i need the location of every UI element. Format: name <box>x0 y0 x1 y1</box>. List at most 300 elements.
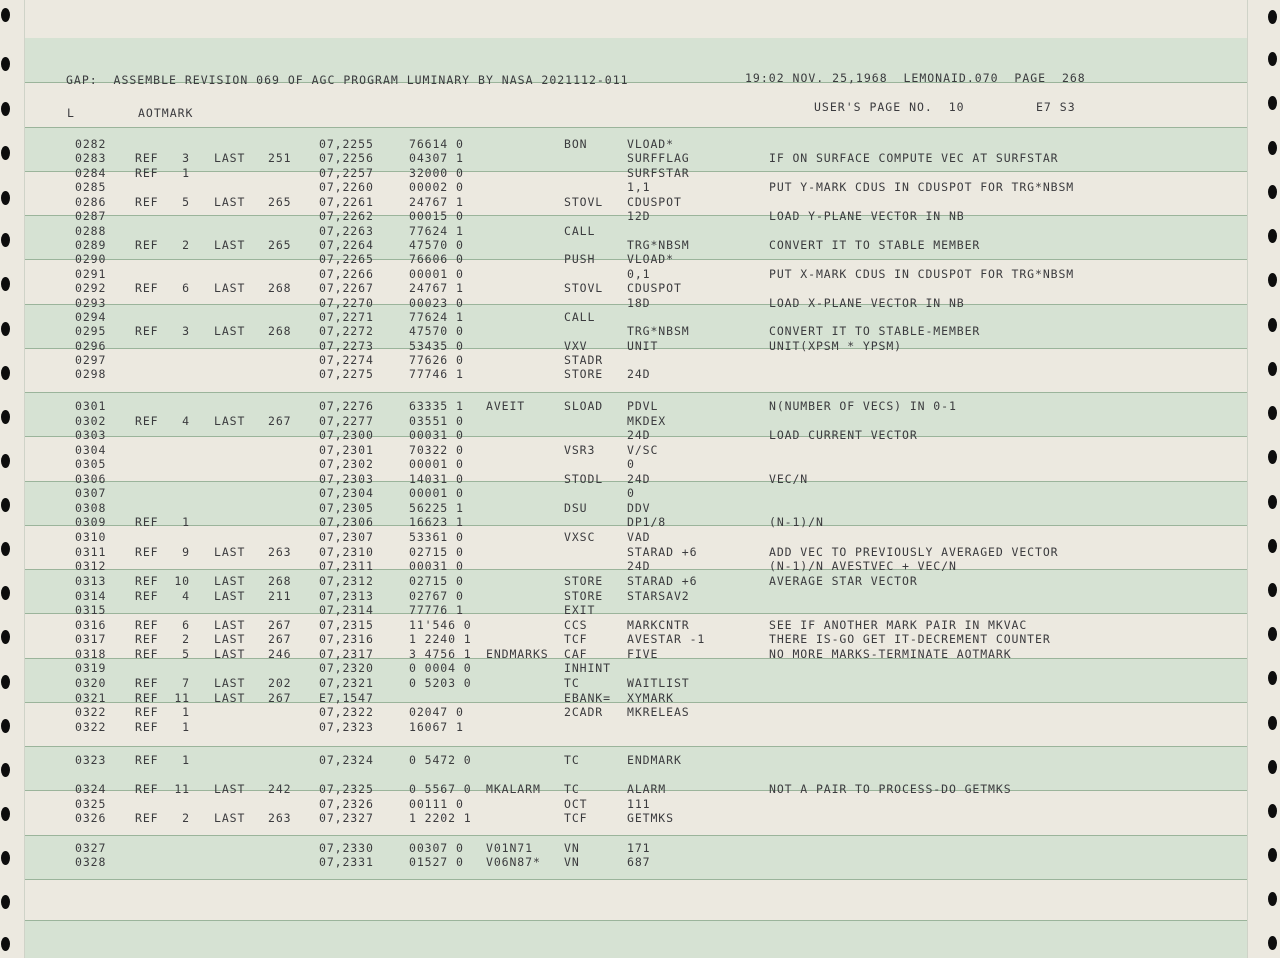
listing-date-page: 19:02 NOV. 25,1968 LEMONAID.070 PAGE 268 <box>745 71 1086 85</box>
opcode: VXSC <box>564 530 596 544</box>
address: 07,2324 <box>319 753 374 767</box>
line-number: 0286 <box>75 195 107 209</box>
bank-code: E7 S3 <box>1036 100 1076 114</box>
last-line: 268 <box>268 574 292 588</box>
last-marker: LAST <box>214 691 246 705</box>
sprocket-hole <box>1268 141 1277 155</box>
line-number: 0308 <box>75 501 107 515</box>
operand: 24D <box>627 367 651 381</box>
line-number: 0310 <box>75 530 107 544</box>
band-rule <box>25 879 1247 880</box>
address: 07,2306 <box>319 515 374 529</box>
ref-marker: REF <box>135 589 159 603</box>
octal-word: 00023 0 <box>409 296 464 310</box>
line-number: 0321 <box>75 691 107 705</box>
address: 07,2323 <box>319 720 374 734</box>
line-number: 0298 <box>75 367 107 381</box>
opcode: STOVL <box>564 281 604 295</box>
operand: UNIT <box>627 339 659 353</box>
last-line: 263 <box>268 545 292 559</box>
ref-marker: REF <box>135 691 159 705</box>
line-number: 0326 <box>75 811 107 825</box>
operand: CDUSPOT <box>627 195 682 209</box>
ref-count: 10 <box>174 574 190 588</box>
sprocket-hole <box>1268 936 1277 950</box>
last-marker: LAST <box>214 238 246 252</box>
last-marker: LAST <box>214 811 246 825</box>
octal-word: 04307 1 <box>409 151 464 165</box>
opcode: STORE <box>564 367 604 381</box>
line-number: 0315 <box>75 603 107 617</box>
comment: ADD VEC TO PREVIOUSLY AVERAGED VECTOR <box>769 545 1059 559</box>
operand: STARAD +6 <box>627 574 698 588</box>
comment: VEC/N <box>769 472 809 486</box>
comment: AVERAGE STAR VECTOR <box>769 574 918 588</box>
operand: FIVE <box>627 647 659 661</box>
line-number: 0325 <box>75 797 107 811</box>
octal-word: 00001 0 <box>409 457 464 471</box>
comment: LOAD Y-PLANE VECTOR IN NB <box>769 209 965 223</box>
octal-word: 00031 0 <box>409 559 464 573</box>
sprocket-hole <box>1268 627 1277 641</box>
ref-count: 6 <box>182 281 190 295</box>
operand: 24D <box>627 428 651 442</box>
line-number: 0287 <box>75 209 107 223</box>
comment: CONVERT IT TO STABLE MEMBER <box>769 238 981 252</box>
band-rule <box>25 392 1247 393</box>
ref-marker: REF <box>135 705 159 719</box>
ref-marker: REF <box>135 647 159 661</box>
sprocket-hole <box>1268 229 1277 243</box>
operand: 1,1 <box>627 180 651 194</box>
sprocket-hole <box>1 719 10 733</box>
opcode: VSR3 <box>564 443 596 457</box>
octal-word: 3 4756 1 <box>409 647 472 661</box>
address: 07,2304 <box>319 486 374 500</box>
octal-word: 63335 1 <box>409 399 464 413</box>
octal-word: 02715 0 <box>409 545 464 559</box>
address: 07,2310 <box>319 545 374 559</box>
sprocket-hole <box>1268 52 1277 66</box>
last-marker: LAST <box>214 195 246 209</box>
octal-word: 00031 0 <box>409 428 464 442</box>
address: 07,2276 <box>319 399 374 413</box>
address: 07,2256 <box>319 151 374 165</box>
address: 07,2307 <box>319 530 374 544</box>
operand: STARAD +6 <box>627 545 698 559</box>
opcode: DSU <box>564 501 588 515</box>
address: 07,2261 <box>319 195 374 209</box>
ref-count: 1 <box>182 166 190 180</box>
ref-count: 11 <box>174 691 190 705</box>
address: E7,1547 <box>319 691 374 705</box>
last-line: 202 <box>268 676 292 690</box>
last-line: 267 <box>268 632 292 646</box>
address: 07,2270 <box>319 296 374 310</box>
sprocket-hole <box>1268 96 1277 110</box>
address: 07,2301 <box>319 443 374 457</box>
address: 07,2316 <box>319 632 374 646</box>
address: 07,2271 <box>319 310 374 324</box>
line-number: 0317 <box>75 632 107 646</box>
last-line: 263 <box>268 811 292 825</box>
address: 07,2300 <box>319 428 374 442</box>
address: 07,2303 <box>319 472 374 486</box>
sprocket-hole <box>1 233 10 247</box>
comment: PUT X-MARK CDUS IN CDUSPOT FOR TRG*NBSM <box>769 267 1075 281</box>
opcode: STORE <box>564 574 604 588</box>
operand: DP1/8 <box>627 515 667 529</box>
opcode: TC <box>564 753 580 767</box>
ref-marker: REF <box>135 414 159 428</box>
opcode: STODL <box>564 472 604 486</box>
last-marker: LAST <box>214 324 246 338</box>
opcode: TC <box>564 782 580 796</box>
ref-marker: REF <box>135 281 159 295</box>
comment: (N-1)/N <box>769 515 824 529</box>
operand: MARKCNTR <box>627 618 690 632</box>
line-number: 0293 <box>75 296 107 310</box>
symbol-label: V01N71 <box>486 841 533 855</box>
address: 07,2277 <box>319 414 374 428</box>
last-line: 246 <box>268 647 292 661</box>
octal-word: 47570 0 <box>409 324 464 338</box>
line-number: 0288 <box>75 224 107 238</box>
ref-count: 1 <box>182 720 190 734</box>
opcode: CCS <box>564 618 588 632</box>
sprocket-hole <box>1 807 10 821</box>
octal-word: 77776 1 <box>409 603 464 617</box>
octal-word: 02047 0 <box>409 705 464 719</box>
sprocket-hole <box>1268 848 1277 862</box>
last-marker: LAST <box>214 414 246 428</box>
sprocket-hole <box>1268 273 1277 287</box>
ref-count: 11 <box>174 782 190 796</box>
opcode: TCF <box>564 811 588 825</box>
sprocket-hole <box>1268 495 1277 509</box>
octal-word: 76606 0 <box>409 252 464 266</box>
opcode: STOVL <box>564 195 604 209</box>
line-number: 0285 <box>75 180 107 194</box>
octal-word: 32000 0 <box>409 166 464 180</box>
line-number: 0311 <box>75 545 107 559</box>
listing-title: GAP: ASSEMBLE REVISION 069 OF AGC PROGRAM LUMINARY BY NASA 2021112-011 <box>66 73 629 87</box>
line-number: 0283 <box>75 151 107 165</box>
ref-marker: REF <box>135 782 159 796</box>
sprocket-hole <box>1268 892 1277 906</box>
log-section-name: AOTMARK <box>138 106 194 120</box>
operand: SURFSTAR <box>627 166 690 180</box>
line-number: 0302 <box>75 414 107 428</box>
line-number: 0282 <box>75 137 107 151</box>
sprocket-hole <box>1268 760 1277 774</box>
ref-marker: REF <box>135 676 159 690</box>
line-number: 0301 <box>75 399 107 413</box>
sprocket-hole <box>1 102 10 116</box>
operand: 111 <box>627 797 651 811</box>
address: 07,2260 <box>319 180 374 194</box>
band-rule <box>25 746 1247 747</box>
opcode: OCT <box>564 797 588 811</box>
line-number: 0305 <box>75 457 107 471</box>
ref-count: 4 <box>182 414 190 428</box>
right-margin-edge <box>1247 0 1248 958</box>
address: 07,2326 <box>319 797 374 811</box>
opcode: INHINT <box>564 661 611 675</box>
ref-marker: REF <box>135 324 159 338</box>
operand: 687 <box>627 855 651 869</box>
ref-marker: REF <box>135 166 159 180</box>
operand: DDV <box>627 501 651 515</box>
comment: IF ON SURFACE COMPUTE VEC AT SURFSTAR <box>769 151 1059 165</box>
address: 07,2322 <box>319 705 374 719</box>
octal-word: 0 0004 0 <box>409 661 472 675</box>
octal-word: 02715 0 <box>409 574 464 588</box>
ref-marker: REF <box>135 151 159 165</box>
opcode: PUSH <box>564 252 596 266</box>
octal-word: 01527 0 <box>409 855 464 869</box>
green-band <box>25 920 1247 958</box>
sprocket-hole <box>1268 804 1277 818</box>
octal-word: 16067 1 <box>409 720 464 734</box>
sprocket-hole <box>1268 671 1277 685</box>
ref-count: 5 <box>182 195 190 209</box>
comment: NO MORE MARKS-TERMINATE AOTMARK <box>769 647 1012 661</box>
address: 07,2264 <box>319 238 374 252</box>
ref-count: 9 <box>182 545 190 559</box>
octal-word: 0 5567 0 <box>409 782 472 796</box>
symbol-label: ENDMARKS <box>486 647 549 661</box>
octal-word: 16623 1 <box>409 515 464 529</box>
address: 07,2265 <box>319 252 374 266</box>
ref-count: 6 <box>182 618 190 632</box>
address: 07,2321 <box>319 676 374 690</box>
octal-word: 1 2240 1 <box>409 632 472 646</box>
comment: PUT Y-MARK CDUS IN CDUSPOT FOR TRG*NBSM <box>769 180 1075 194</box>
symbol-label: AVEIT <box>486 399 526 413</box>
octal-word: 14031 0 <box>409 472 464 486</box>
operand: 18D <box>627 296 651 310</box>
address: 07,2311 <box>319 559 374 573</box>
operand: SURFFLAG <box>627 151 690 165</box>
opcode: CALL <box>564 310 596 324</box>
sprocket-hole <box>1268 406 1277 420</box>
operand: 0 <box>627 457 635 471</box>
opcode: CAF <box>564 647 588 661</box>
sprocket-hole <box>1 191 10 205</box>
comment: LOAD X-PLANE VECTOR IN NB <box>769 296 965 310</box>
operand: MKDEX <box>627 414 667 428</box>
ref-count: 3 <box>182 151 190 165</box>
sprocket-hole <box>1 675 10 689</box>
line-number: 0306 <box>75 472 107 486</box>
octal-word: 02767 0 <box>409 589 464 603</box>
opcode: EXIT <box>564 603 596 617</box>
sprocket-hole <box>1 498 10 512</box>
ref-count: 4 <box>182 589 190 603</box>
line-number: 0320 <box>75 676 107 690</box>
ref-marker: REF <box>135 545 159 559</box>
address: 07,2272 <box>319 324 374 338</box>
column-l-header: L <box>67 106 75 120</box>
comment: N(NUMBER OF VECS) IN 0-1 <box>769 399 957 413</box>
sprocket-hole <box>1 630 10 644</box>
ref-count: 5 <box>182 647 190 661</box>
last-marker: LAST <box>214 574 246 588</box>
user-page-number: USER'S PAGE NO. 10 <box>814 100 965 114</box>
opcode: CALL <box>564 224 596 238</box>
ref-marker: REF <box>135 574 159 588</box>
operand: V/SC <box>627 443 659 457</box>
line-number: 0291 <box>75 267 107 281</box>
address: 07,2314 <box>319 603 374 617</box>
opcode: TCF <box>564 632 588 646</box>
octal-word: 77624 1 <box>409 310 464 324</box>
octal-word: 11'546 0 <box>409 618 472 632</box>
operand: TRG*NBSM <box>627 238 690 252</box>
line-number: 0304 <box>75 443 107 457</box>
last-marker: LAST <box>214 281 246 295</box>
operand: TRG*NBSM <box>627 324 690 338</box>
operand: CDUSPOT <box>627 281 682 295</box>
address: 07,2274 <box>319 353 374 367</box>
address: 07,2257 <box>319 166 374 180</box>
address: 07,2305 <box>319 501 374 515</box>
operand: 24D <box>627 472 651 486</box>
address: 07,2313 <box>319 589 374 603</box>
last-line: 267 <box>268 414 292 428</box>
ref-marker: REF <box>135 618 159 632</box>
opcode: 2CADR <box>564 705 604 719</box>
sprocket-hole <box>1268 583 1277 597</box>
line-number: 0323 <box>75 753 107 767</box>
octal-word: 00001 0 <box>409 486 464 500</box>
ref-marker: REF <box>135 632 159 646</box>
line-number: 0314 <box>75 589 107 603</box>
operand: WAITLIST <box>627 676 690 690</box>
last-marker: LAST <box>214 589 246 603</box>
line-number: 0284 <box>75 166 107 180</box>
octal-word: 03551 0 <box>409 414 464 428</box>
sprocket-hole <box>1 542 10 556</box>
line-number: 0295 <box>75 324 107 338</box>
ref-count: 2 <box>182 811 190 825</box>
line-number: 0303 <box>75 428 107 442</box>
operand: GETMKS <box>627 811 674 825</box>
line-number: 0297 <box>75 353 107 367</box>
octal-word: 00307 0 <box>409 841 464 855</box>
ref-marker: REF <box>135 720 159 734</box>
octal-word: 00111 0 <box>409 797 464 811</box>
ref-count: 1 <box>182 515 190 529</box>
line-number: 0307 <box>75 486 107 500</box>
comment: LOAD CURRENT VECTOR <box>769 428 918 442</box>
last-line: 267 <box>268 618 292 632</box>
comment: NOT A PAIR TO PROCESS-DO GETMKS <box>769 782 1012 796</box>
octal-word: 53435 0 <box>409 339 464 353</box>
address: 07,2312 <box>319 574 374 588</box>
octal-word: 56225 1 <box>409 501 464 515</box>
operand: VLOAD* <box>627 137 674 151</box>
octal-word: 77624 1 <box>409 224 464 238</box>
address: 07,2327 <box>319 811 374 825</box>
line-number: 0292 <box>75 281 107 295</box>
last-marker: LAST <box>214 647 246 661</box>
sprocket-hole <box>1 366 10 380</box>
ref-marker: REF <box>135 753 159 767</box>
sprocket-hole <box>1 851 10 865</box>
ref-count: 2 <box>182 238 190 252</box>
line-number: 0294 <box>75 310 107 324</box>
last-marker: LAST <box>214 676 246 690</box>
line-number: 0296 <box>75 339 107 353</box>
sprocket-hole <box>1 57 10 71</box>
sprocket-hole <box>1 937 10 951</box>
operand: MKRELEAS <box>627 705 690 719</box>
line-number: 0312 <box>75 559 107 573</box>
operand: VLOAD* <box>627 252 674 266</box>
octal-word: 0 5472 0 <box>409 753 472 767</box>
sprocket-hole <box>1 8 10 22</box>
octal-word: 47570 0 <box>409 238 464 252</box>
band-rule <box>25 920 1247 921</box>
sprocket-hole <box>1268 10 1277 24</box>
last-marker: LAST <box>214 618 246 632</box>
operand: 24D <box>627 559 651 573</box>
last-line: 267 <box>268 691 292 705</box>
opcode: VXV <box>564 339 588 353</box>
opcode: EBANK= <box>564 691 611 705</box>
sprocket-hole <box>1 586 10 600</box>
operand: ENDMARK <box>627 753 682 767</box>
operand: VAD <box>627 530 651 544</box>
line-number: 0322 <box>75 705 107 719</box>
comment: UNIT(XPSM * YPSM) <box>769 339 903 353</box>
octal-word: 1 2202 1 <box>409 811 472 825</box>
octal-word: 00015 0 <box>409 209 464 223</box>
octal-word: 77626 0 <box>409 353 464 367</box>
octal-word: 53361 0 <box>409 530 464 544</box>
symbol-label: V06N87* <box>486 855 541 869</box>
sprocket-hole <box>1 277 10 291</box>
sprocket-hole <box>1268 318 1277 332</box>
line-number: 0328 <box>75 855 107 869</box>
last-marker: LAST <box>214 545 246 559</box>
address: 07,2263 <box>319 224 374 238</box>
address: 07,2315 <box>319 618 374 632</box>
ref-marker: REF <box>135 811 159 825</box>
comment: THERE IS-GO GET IT-DECREMENT COUNTER <box>769 632 1051 646</box>
opcode: BON <box>564 137 588 151</box>
operand: 12D <box>627 209 651 223</box>
line-number: 0290 <box>75 252 107 266</box>
line-number: 0289 <box>75 238 107 252</box>
last-marker: LAST <box>214 632 246 646</box>
octal-word: 70322 0 <box>409 443 464 457</box>
ref-marker: REF <box>135 195 159 209</box>
address: 07,2302 <box>319 457 374 471</box>
address: 07,2267 <box>319 281 374 295</box>
address: 07,2273 <box>319 339 374 353</box>
opcode: STORE <box>564 589 604 603</box>
line-number: 0327 <box>75 841 107 855</box>
sprocket-hole <box>1268 185 1277 199</box>
line-number: 0322 <box>75 720 107 734</box>
octal-word: 00001 0 <box>409 267 464 281</box>
symbol-label: MKALARM <box>486 782 541 796</box>
band-rule <box>25 127 1247 128</box>
address: 07,2317 <box>319 647 374 661</box>
